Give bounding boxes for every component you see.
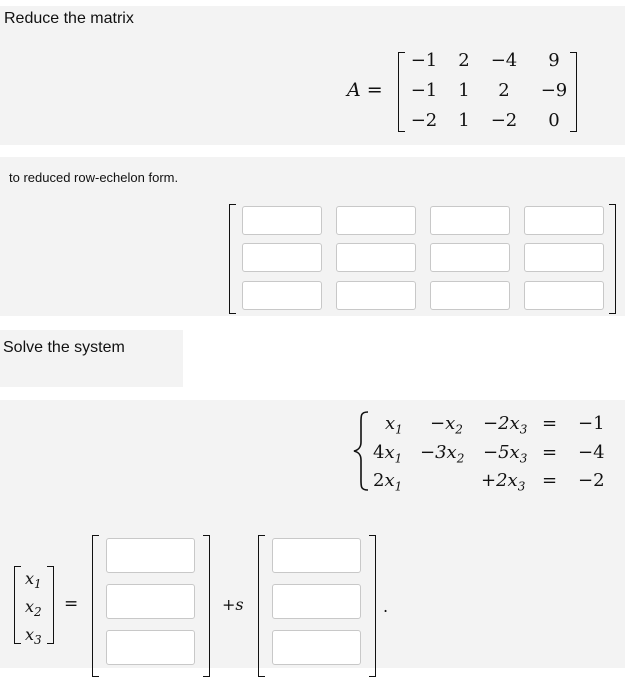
equation-1-rhs: −1	[578, 413, 605, 434]
equation-1-term-2-text: −x	[430, 413, 456, 434]
vec2-right-bracket	[369, 535, 376, 677]
matrix-a-cell: −2	[410, 110, 438, 131]
equation-1-term-3	[483, 413, 527, 437]
x-vector-entry-2	[25, 597, 42, 619]
equation-3-coef-1: 2	[373, 470, 385, 491]
equation-2-var-1: x	[384, 442, 395, 463]
left-brace-icon	[352, 410, 370, 492]
x-vector-left-bracket	[14, 566, 21, 644]
vec1-input-1[interactable]	[106, 538, 195, 573]
equation-1-term-3-text: −2x	[483, 413, 520, 434]
equation-1-var-1: x	[385, 413, 396, 434]
vec2-input-2[interactable]	[272, 584, 361, 619]
equation-1-sub-2: 2	[455, 422, 463, 437]
rref-input-r3c3[interactable]	[430, 281, 510, 310]
rref-input-r2c4[interactable]	[524, 243, 604, 272]
equation-2-sub-3: 3	[519, 451, 528, 466]
instruction-text: to reduced row-echelon form.	[9, 170, 179, 185]
x-vector-sub-3: 3	[34, 633, 42, 648]
vec1-left-bracket	[92, 535, 99, 677]
rref-input-r3c4[interactable]	[524, 281, 604, 310]
equation-1-term-2	[430, 413, 463, 437]
equation-2-term-3-text: −5x	[483, 442, 520, 463]
equation-3-sub-1: 1	[394, 479, 403, 494]
vector-equals-sign: =	[64, 594, 79, 614]
final-period: .	[383, 597, 389, 616]
x-vector-sub-1: 1	[34, 577, 42, 592]
equation-2-term-3	[483, 442, 527, 466]
equation-2-term-2	[420, 442, 464, 466]
x-vector-var-2: x	[25, 597, 35, 616]
problem1-title: Reduce the matrix	[4, 10, 134, 27]
vec2-input-1[interactable]	[272, 538, 361, 573]
x-vector-var-1: x	[25, 569, 35, 588]
matrix-a-cell: 2	[498, 80, 510, 101]
matrix-a-cell: −1	[410, 50, 438, 71]
equation-2-coef-1: 4	[373, 442, 385, 463]
equation-3-term-1	[373, 470, 402, 494]
vec1-right-bracket	[203, 535, 210, 677]
equation-3-var-1: x	[384, 470, 395, 491]
equation-3-term-3	[481, 470, 525, 494]
matrix-a-cell: −2	[490, 110, 518, 131]
equation-3-sub-3: 3	[517, 479, 526, 494]
rref-input-r1c2[interactable]	[336, 206, 416, 235]
equation-3-rhs: −2	[578, 470, 605, 491]
matrix-a-cell: 0	[548, 110, 560, 131]
matrix-a-cell: 1	[458, 80, 470, 101]
x-vector-entry-3	[25, 625, 42, 647]
rref-input-r2c1[interactable]	[242, 243, 322, 272]
plus-s-label: +s	[222, 595, 244, 614]
rref-input-r2c3[interactable]	[430, 243, 510, 272]
rref-input-r3c1[interactable]	[242, 281, 322, 310]
equation-3-term-3-text: +2x	[481, 470, 518, 491]
equation-1-equals: =	[542, 413, 558, 434]
equation-1-sub-3: 3	[519, 422, 528, 437]
vec1-input-2[interactable]	[106, 584, 195, 619]
rref-input-r1c3[interactable]	[430, 206, 510, 235]
rref-input-r3c2[interactable]	[336, 281, 416, 310]
matrix-a-cell: 1	[458, 110, 470, 131]
x-vector-right-bracket	[47, 566, 54, 644]
x-vector-entry-1	[25, 569, 42, 591]
equation-2-rhs: −4	[578, 442, 605, 463]
equation-3-equals: =	[542, 470, 558, 491]
x-vector-var-3: x	[25, 625, 35, 644]
vec1-input-3[interactable]	[106, 630, 195, 665]
matrix-a-cell: 9	[548, 50, 560, 71]
rref-right-bracket	[609, 204, 616, 314]
equation-1-term-1	[385, 413, 403, 437]
rref-input-r1c1[interactable]	[242, 206, 322, 235]
matrix-a-cell: 2	[458, 50, 470, 71]
equation-2-term-2-text: −3x	[420, 442, 457, 463]
matrix-a-label: A =	[347, 79, 383, 101]
rref-left-bracket	[229, 204, 236, 314]
problem2-title: Solve the system	[3, 339, 125, 356]
equation-2-sub-2: 2	[456, 451, 465, 466]
equation-2-equals: =	[542, 442, 558, 463]
rref-input-r1c4[interactable]	[524, 206, 604, 235]
vec2-input-3[interactable]	[272, 630, 361, 665]
matrix-a-cell: −9	[540, 80, 568, 101]
matrix-a-cell: −4	[490, 50, 518, 71]
equation-2-sub-1: 1	[394, 451, 403, 466]
equation-1-sub-1: 1	[395, 422, 403, 437]
rref-input-r2c2[interactable]	[336, 243, 416, 272]
matrix-a-cell: −1	[410, 80, 438, 101]
x-vector-sub-2: 2	[34, 605, 42, 620]
equation-2-term-1	[373, 442, 402, 466]
vec2-left-bracket	[258, 535, 265, 677]
